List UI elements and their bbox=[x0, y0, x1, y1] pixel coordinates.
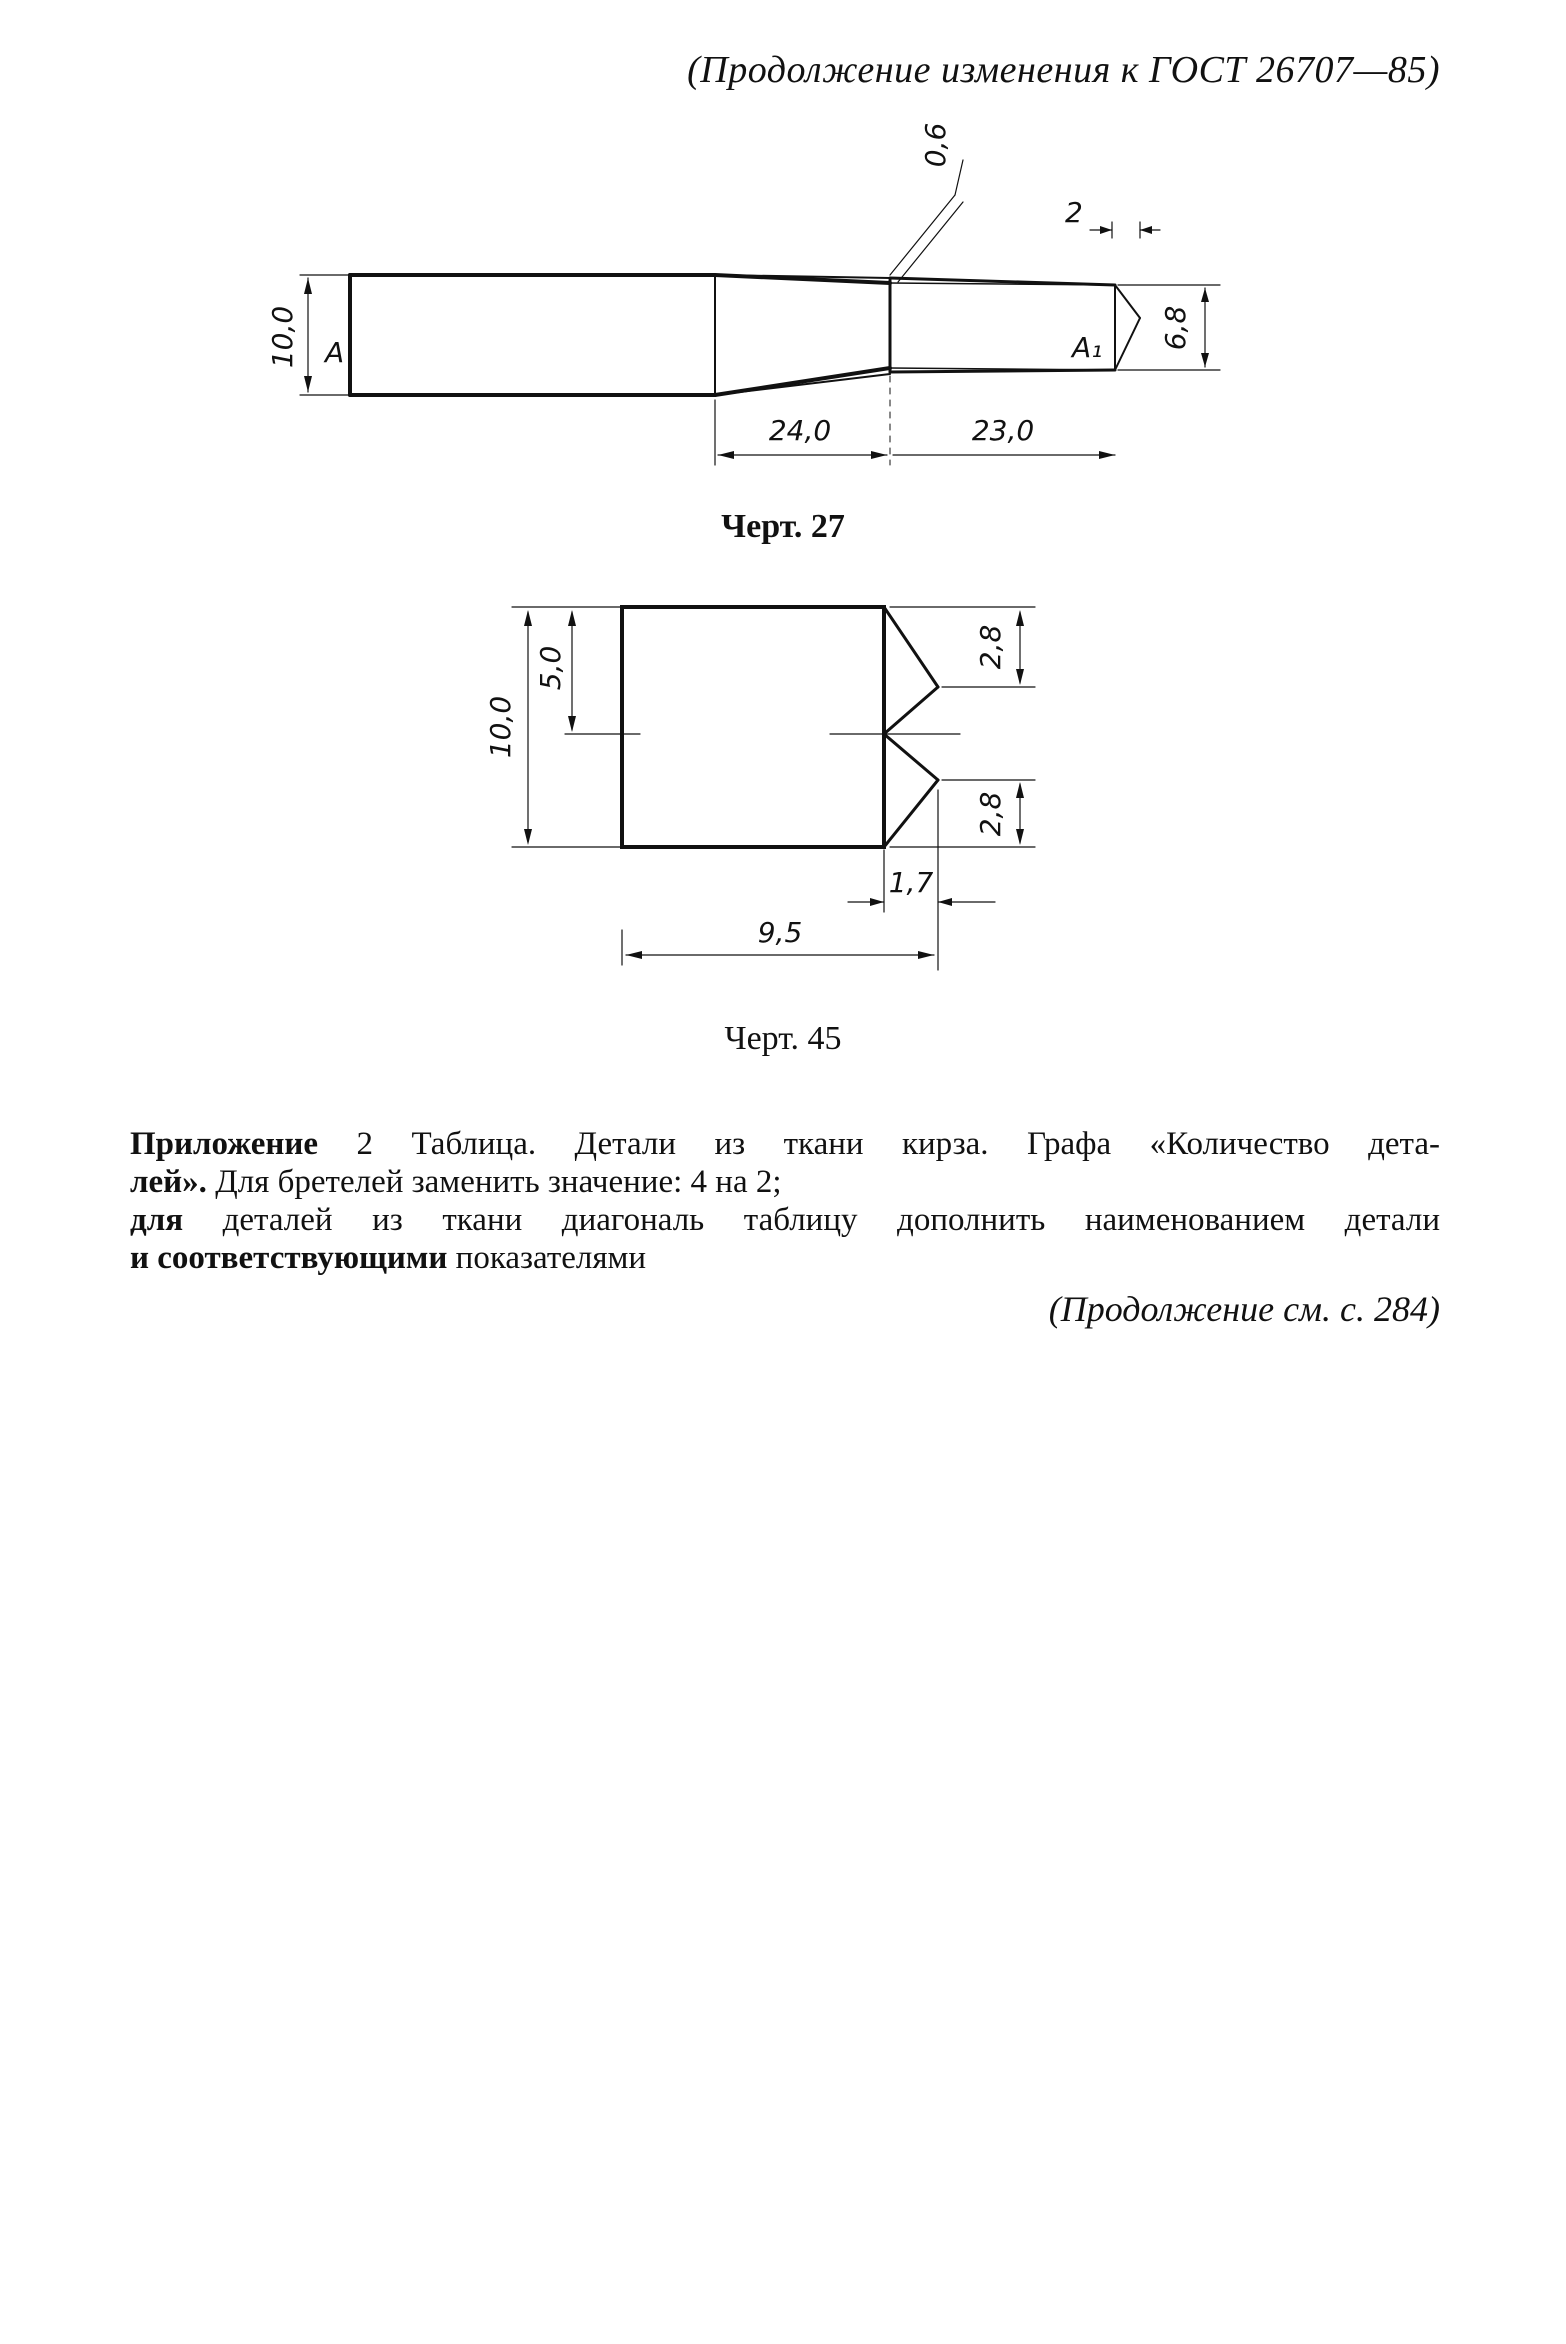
paragraph-line-3-bold: для bbox=[130, 1202, 184, 1238]
technical-drawings bbox=[0, 0, 1566, 1100]
fig45-dim-notch-depth: 1,7 bbox=[888, 866, 934, 899]
fig27-dim-tip: 2 bbox=[1065, 196, 1083, 229]
figure-27-caption: Черт. 27 bbox=[721, 508, 845, 545]
fig45-dim-width: 9,5 bbox=[757, 916, 803, 949]
fig27-dim-left-len: 24,0 bbox=[768, 414, 832, 447]
fig27-dim-right-len: 23,0 bbox=[971, 414, 1035, 447]
fig27-mark-a1: А₁ bbox=[1072, 331, 1103, 364]
page-header: (Продолжение изменения к ГОСТ 26707—85) bbox=[687, 49, 1440, 91]
paragraph-line-4-text: показателями bbox=[455, 1240, 647, 1276]
fig45-dim-height: 10,0 bbox=[484, 695, 517, 759]
paragraph-line-1-bold: Приложение bbox=[130, 1126, 319, 1162]
page-footer: (Продолжение см. с. 284) bbox=[1048, 1289, 1440, 1329]
paragraph-line-4-bold: и соответствующими bbox=[130, 1240, 448, 1276]
paragraph-line-4 bbox=[130, 1239, 1440, 1277]
fig27-dim-angle-gap: 0,6 bbox=[919, 122, 952, 168]
paragraph-line-2-bold: лей». bbox=[130, 1164, 207, 1200]
fig45-dim-half: 5,0 bbox=[534, 645, 567, 691]
appendix-paragraph bbox=[130, 1125, 1440, 1277]
paragraph-line-1 bbox=[130, 1125, 1440, 1163]
fig27-mark-a: А bbox=[325, 336, 345, 369]
paragraph-line-3 bbox=[130, 1201, 1440, 1239]
paragraph-line-3-text: деталей из ткани диагональ таблицу дополнить наименованием детали bbox=[222, 1202, 1441, 1238]
paragraph-line-2-text: Для бретелей заменить значение: 4 на 2; bbox=[215, 1164, 782, 1200]
fig45-dim-top-notch: 2,8 bbox=[974, 624, 1007, 670]
paragraph-line-1-text: 2 Таблица. Детали из ткани кирза. Графа «Количество дета- bbox=[356, 1126, 1441, 1162]
paragraph-line-2 bbox=[130, 1163, 1440, 1201]
figure-45-caption: Черт. 45 bbox=[724, 1020, 842, 1057]
fig27-dim-height: 10,0 bbox=[266, 305, 299, 369]
fig45-dim-bottom-notch: 2,8 bbox=[974, 791, 1007, 837]
fig27-dim-right-height: 6,8 bbox=[1159, 305, 1192, 351]
